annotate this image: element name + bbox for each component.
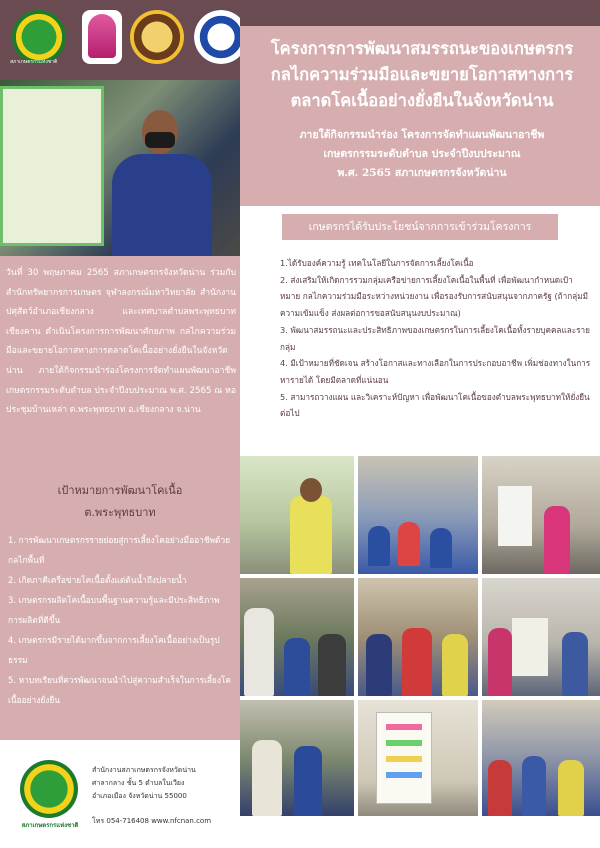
- event-photo: [358, 456, 478, 574]
- subtitle-line: ภายใต้กิจกรรมนำร่อง โครงการจัดทำแผนพัฒนาอาชีพ: [299, 129, 545, 141]
- page-title: [248, 36, 596, 114]
- title-line: ตลาดโคเนื้ออย่างยั่งยืนในจังหวัดน่าน: [290, 91, 554, 110]
- footer-address: [92, 764, 332, 803]
- goals-title-line: เป้าหมายการพัฒนาโคเนื้อ: [57, 484, 183, 497]
- farmers-council-logo: [12, 10, 66, 64]
- projection-screen: [0, 86, 104, 246]
- event-photo: [482, 700, 600, 816]
- list-item: 3. เกษตรกรผลิตโคเนื้อบนพื้นฐานความรู้และมีประสิทธิภาพการผลิตที่ดีขึ้น: [8, 595, 220, 625]
- event-photo: [358, 700, 478, 816]
- logo-caption: สภาเกษตรกรแห่งชาติ: [10, 59, 58, 65]
- goals-section: [8, 480, 232, 710]
- list-item: 2. เกิดภาคีเครือข่ายโคเนื้อตั้งแต่ต้นน้ำถึงปลายน้ำ: [8, 575, 187, 585]
- list-item: 1. การพัฒนาเกษตรกรรายย่อยสู่การเลี้ยงโคอย่างมืออาชีพด้วยกลไกพื้นที่: [8, 535, 231, 565]
- list-item: 3. พัฒนาสมรรถนะและประสิทธิภาพของเกษตรกรในการเลี้ยงโคเนื้อทั้งรายบุคคลและรายกลุ่ม: [280, 324, 590, 352]
- list-item: 4. เกษตรกรมีรายได้มากขึ้นจากการเลี้ยงโคเนื้ออย่างเป็นรูปธรรม: [8, 635, 220, 665]
- livestock-department-logo: [130, 10, 184, 64]
- speaker-photo: [0, 80, 240, 256]
- title-area: [240, 0, 600, 206]
- list-item: 5. หาบทเรียนที่ควรพัฒนาจนนำไปสู่ความสำเร็จในการเลี้ยงโคเนื้ออย่างยั่งยืน: [8, 675, 232, 705]
- address-line: ศาลากลาง ชั้น 5 ตำบลในเวียง: [92, 779, 185, 787]
- event-photo: [240, 578, 354, 696]
- event-photo: [240, 456, 354, 574]
- address-line: สำนักงานสภาเกษตรกรจังหวัดน่าน: [92, 766, 196, 774]
- goals-title: [8, 480, 232, 524]
- farmers-council-logo: [20, 760, 78, 818]
- chula-university-logo: [82, 10, 122, 64]
- left-info-column: [0, 256, 240, 740]
- title-band: [240, 0, 600, 26]
- subtitle-line: เกษตรกรรมระดับตำบล ประจำปีงบประมาณ: [323, 148, 521, 160]
- list-item: 2. ส่งเสริมให้เกิดการรวมกลุ่มเครือข่ายการเลี้ยงโคเนื้อในพื้นที่ เพื่อพัฒนากำหนดเป้าหมาย กลไกความร่วมมือระหว่างหน่วยงาน เพื่อรองรับการสนับสนุนจากภาครัฐ (ถ้ากลุ่มมีความเข้มแข็ง ส่งผลต่อการขอสนับสนุนงบประมาณ): [280, 274, 588, 319]
- subtitle-line: พ.ศ. 2565 สภาเกษตรกรจังหวัดน่าน: [337, 167, 507, 179]
- title-line: กลไกความร่วมมือและขยายโอกาสทางการ: [270, 65, 574, 84]
- intro-paragraph: วันที่ 30 พฤษภาคม 2565 สภาเกษตรกรจังหวัดน่าน ร่วมกับสำนักทรัพยากรการเกษตร จุฬาลงกรณ์มหาวิทยาลัย สำนักงานปศุสัตว์อำเภอเชียงกลาง และเทศบาลตำบลพระพุทธบาทเชียงคาน ดำเนินโครงการการพัฒนาศักยภาพ กลไกความร่วมมือและขยายโอกาสทางการตลาดโคเนื้ออย่างยั่งยืนในจังหวัดน่าน ภายใต้กิจกรรมนำร่องโครงการจัดทำแผนพัฒนาอาชีพเกษตรกรรมระดับตำบล ประจำปีงบประมาณ พ.ศ. 2565 ณ หอประชุมบ้านเหล่า ต.พระพุทธบาท อ.เชียงกลาง จ.น่าน: [6, 268, 236, 416]
- list-item: 4. มีเป้าหมายที่ชัดเจน สร้างโอกาสและทางเลือกในการประกอบอาชีพ เพิ่มช่องทางในการหารายได้ โดยมีตลาดที่แน่นอน: [280, 358, 591, 385]
- list-item: 5. สามารถวางแผน และวิเคราะห์ปัญหา เพื่อพัฒนาโคเนื้อของตำบลพระพุทธบาทให้ยั่งยืนต่อไป: [280, 391, 590, 419]
- benefits-list: [280, 255, 592, 422]
- footer-logo-caption: สภาเกษตรกรแห่งชาติ: [21, 822, 79, 829]
- event-photo: [482, 578, 600, 696]
- speaker-figure: [112, 110, 212, 256]
- title-line: โครงการการพัฒนาสมรรถนะของเกษตรกร: [270, 39, 574, 58]
- benefits-heading: เกษตรกรได้รับประโยชน์จากการเข้าร่วมโครงการ: [282, 214, 558, 240]
- event-photo: [482, 456, 600, 574]
- page-subtitle: [248, 126, 596, 183]
- event-photo: [358, 578, 478, 696]
- list-item: 1.ได้รับองค์ความรู้ เทคโนโลยีในการจัดการเลี้ยงโคเนื้อ: [280, 258, 474, 268]
- address-line: อำเภอเมือง จังหวัดน่าน 55000: [92, 792, 187, 800]
- footer-contact: โทร 054-716408 www.nfcnan.com: [92, 817, 212, 825]
- goals-list: [8, 530, 232, 710]
- goals-title-line: ต.พระพุทธบาท: [84, 506, 156, 519]
